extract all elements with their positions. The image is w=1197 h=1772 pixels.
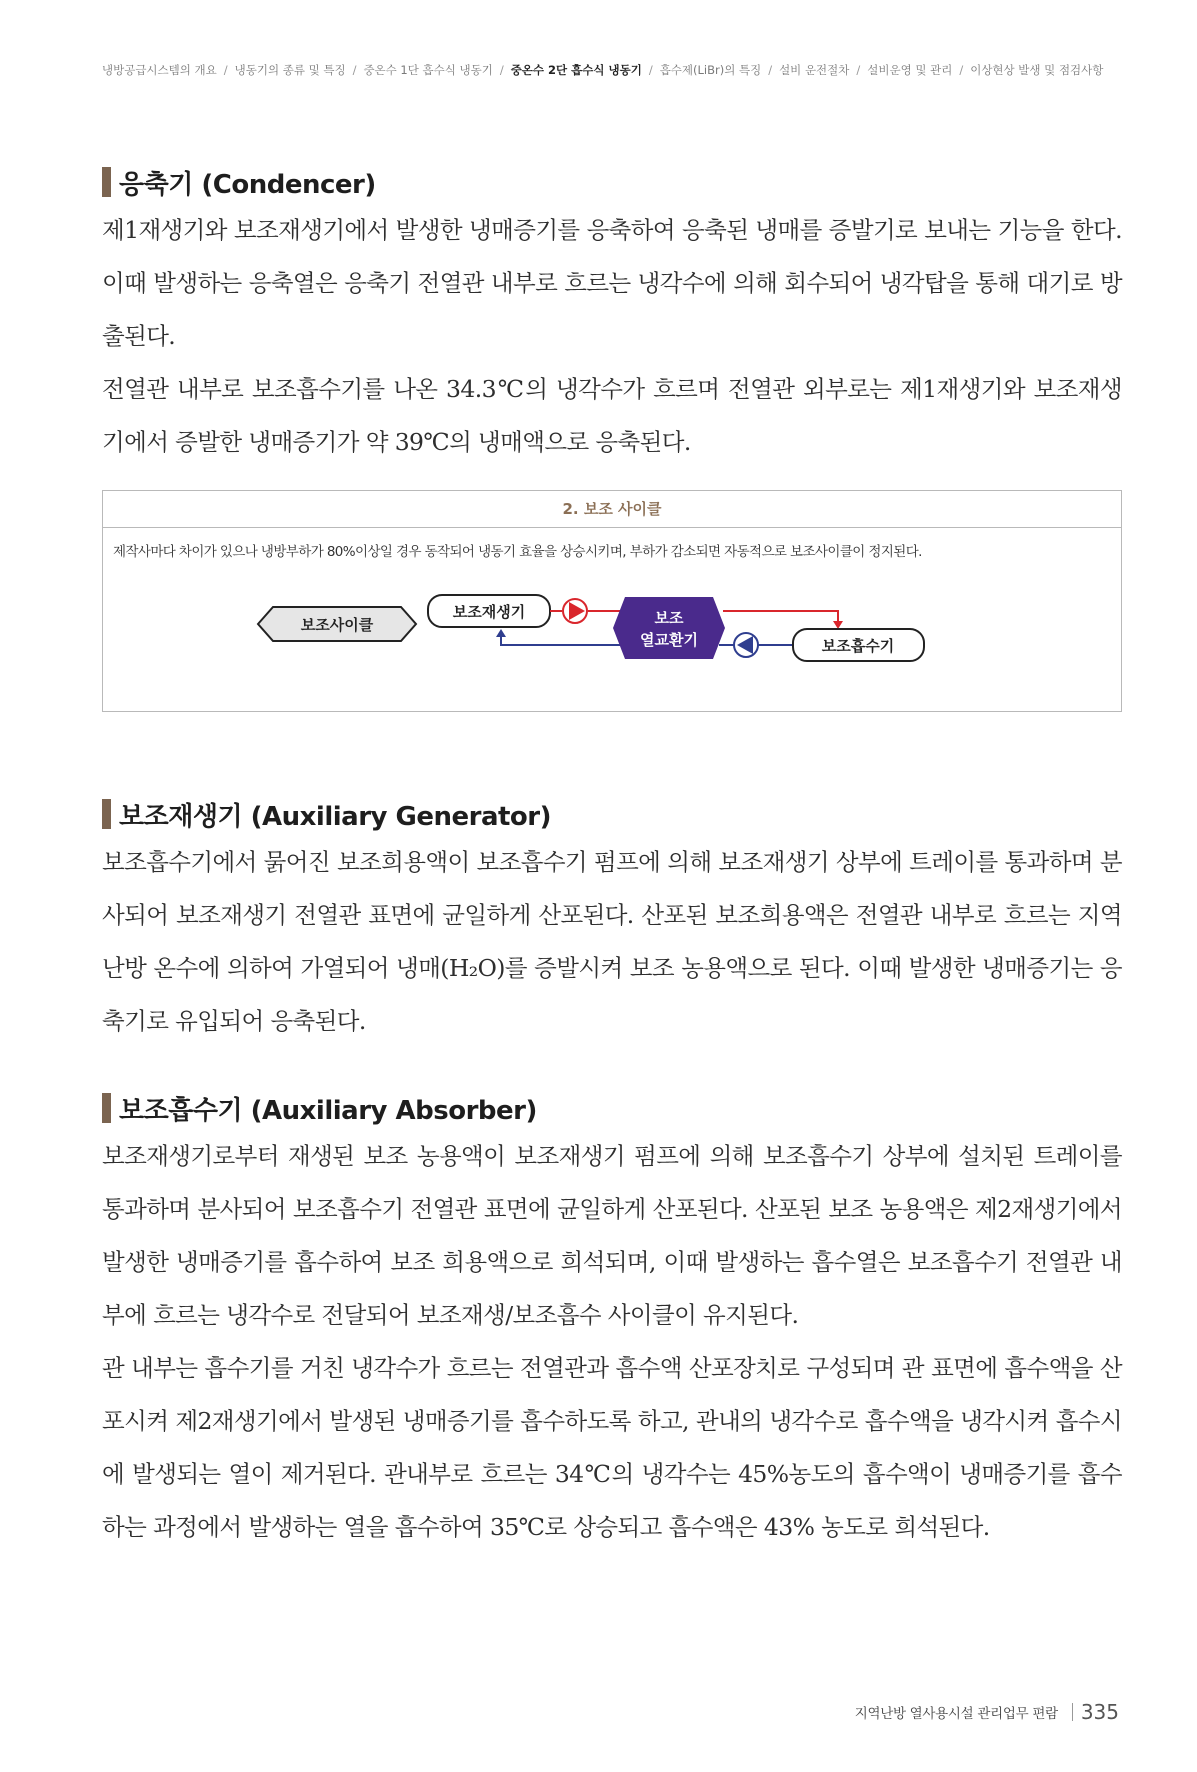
heading-bar xyxy=(102,1093,111,1123)
aux-absorber-section xyxy=(102,1090,1122,1554)
aux-generator-section xyxy=(102,796,1122,1048)
condenser-paragraph-1: 제1재생기와 보조재생기에서 발생한 냉매증기를 응축하여 응축된 냉매를 증발기로 보내는 기능을 한다. 이때 발생하는 응축열은 응축기 전열관 내부로 흐르는 냉각수에 의해 회수되어 냉각탑을 통해 대기로 방출된다. xyxy=(102,216,1122,350)
breadcrumb-item-current[interactable]: 중온수 2단 흡수식 냉동기 xyxy=(510,63,642,77)
aux-absorber-paragraph-1: 보조재생기로부터 재생된 보조 농용액이 보조재생기 펌프에 의해 보조흡수기 상부에 설치된 트레이를 통과하며 분사되어 보조흡수기 전열관 표면에 균일하게 산포된다. 산포된 보조 농용액은 제2재생기에서 발생한 냉매증기를 흡수하여 보조 희용액으로 희석되며, 이때 발생하는 흡수열은 보조흡수기 전열관 내부에 흐르는 냉각수로 전달되어 보조재생/보조흡수 사이클이 유지된다. xyxy=(102,1142,1122,1329)
breadcrumb-item[interactable]: 이상현상 발생 및 점검사항 xyxy=(970,63,1104,77)
breadcrumb-item[interactable]: 냉방공급시스템의 개요 xyxy=(102,63,217,77)
page-number: 335 xyxy=(1080,1700,1119,1724)
breadcrumb-item[interactable]: 중온수 1단 흡수식 냉동기 xyxy=(363,63,493,77)
exchanger-label-line1: 보조 xyxy=(654,609,684,627)
condenser-section xyxy=(102,164,1122,469)
condenser-heading: 응축기 (Condencer) xyxy=(119,169,376,200)
breadcrumb-separator: / xyxy=(768,63,773,77)
footer-divider xyxy=(1072,1703,1073,1721)
absorber-label: 보조흡수기 xyxy=(821,637,895,655)
aux-generator-heading: 보조재생기 (Auxiliary Generator) xyxy=(119,801,552,832)
aux-absorber-heading: 보조흡수기 (Auxiliary Absorber) xyxy=(119,1095,537,1126)
section-heading xyxy=(102,164,1122,200)
breadcrumb xyxy=(102,62,1122,78)
exchanger-shape xyxy=(613,597,725,659)
exchanger-label-line2: 열교환기 xyxy=(640,631,698,649)
aux-cycle-diagram xyxy=(103,491,1121,711)
aux-cycle-box xyxy=(102,490,1122,712)
cycle-label: 보조사이클 xyxy=(300,616,374,634)
breadcrumb-separator: / xyxy=(223,63,228,77)
cold-line-3 xyxy=(501,635,623,645)
page-footer xyxy=(855,1700,1119,1724)
breadcrumb-separator: / xyxy=(648,63,653,77)
section-heading xyxy=(102,796,1122,832)
cold-arrowhead xyxy=(496,629,506,637)
section-heading xyxy=(102,1090,1122,1126)
breadcrumb-separator: / xyxy=(352,63,357,77)
breadcrumb-separator: / xyxy=(959,63,964,77)
hot-line-3 xyxy=(723,611,838,623)
generator-label: 보조재생기 xyxy=(452,603,526,621)
aux-generator-paragraph: 보조흡수기에서 묽어진 보조희용액이 보조흡수기 펌프에 의해 보조재생기 상부에 트레이를 통과하며 분사되어 보조재생기 전열관 표면에 균일하게 산포된다. 산포된 보조희용액은 전열관 내부로 흐르는 지역난방 온수에 의하여 가열되어 냉매(H₂O)를 증발시켜 보조 농용액으로 된다. 이때 발생한 냉매증기는 응축기로 유입되어 응축된다. xyxy=(102,848,1122,1035)
breadcrumb-item[interactable]: 설비운영 및 관리 xyxy=(867,63,953,77)
heading-bar xyxy=(102,799,111,829)
aux-cycle-box-description: 제작사마다 차이가 있으나 냉방부하가 80%이상일 경우 동작되어 냉동기 효율을 상승시키며, 부하가 감소되면 자동적으로 보조사이클이 정지된다. xyxy=(113,544,922,560)
breadcrumb-item[interactable]: 냉동기의 종류 및 특징 xyxy=(234,63,346,77)
breadcrumb-item[interactable]: 흡수제(LiBr)의 특징 xyxy=(659,63,762,77)
hot-arrowhead xyxy=(833,621,843,629)
condenser-paragraph-2: 전열관 내부로 보조흡수기를 나온 34.3℃의 냉각수가 흐르며 전열관 외부로는 제1재생기와 보조재생기에서 증발한 냉매증기가 약 39℃의 냉매액으로 응축된다. xyxy=(102,375,1122,456)
breadcrumb-item[interactable]: 설비 운전절차 xyxy=(779,63,850,77)
breadcrumb-separator: / xyxy=(856,63,861,77)
aux-absorber-paragraph-2: 관 내부는 흡수기를 거친 냉각수가 흐르는 전열관과 흡수액 산포장치로 구성되며 관 표면에 흡수액을 산포시켜 제2재생기에서 발생된 냉매증기를 흡수하도록 하고, 관내의 냉각수로 흡수액을 냉각시켜 흡수시에 발생되는 열이 제거된다. 관내부로 흐르는 34℃의 냉각수는 45%농도의 흡수액이 냉매증기를 흡수하는 과정에서 발생하는 열을 흡수하여 35℃로 상승되고 흡수액은 43% 농도로 희석된다. xyxy=(102,1354,1122,1541)
footer-title: 지역난방 열사용시설 관리업무 편람 xyxy=(854,1706,1058,1722)
breadcrumb-separator: / xyxy=(499,63,504,77)
aux-cycle-box-title: 2. 보조 사이클 xyxy=(103,491,1121,528)
heading-bar xyxy=(102,167,111,197)
